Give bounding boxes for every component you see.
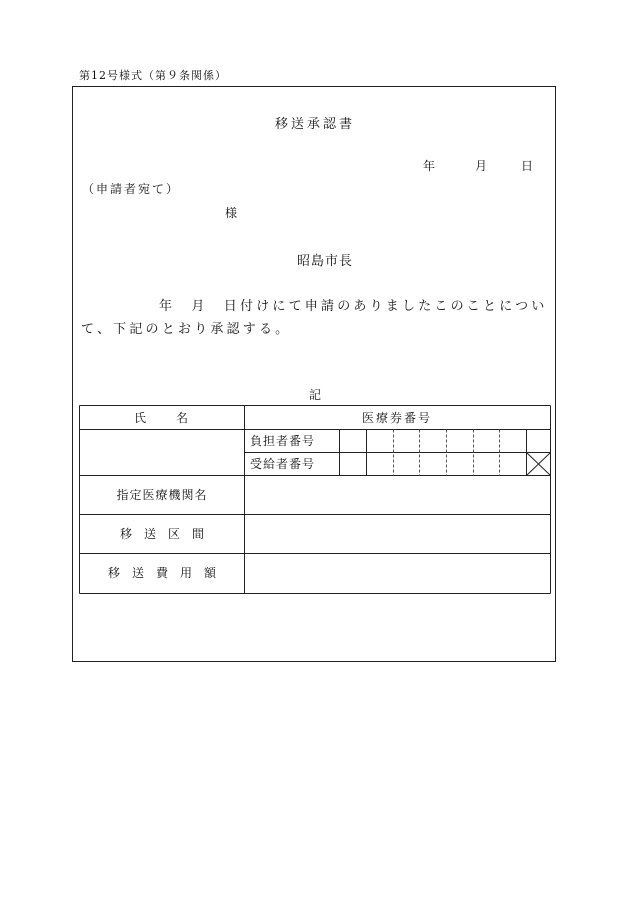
honorific-label: 様 [225,206,238,220]
issuer-name: 昭島市長 [297,254,354,269]
body-text-line-1: 年 月 日付けにて申請のありましたこのことについ [159,299,548,314]
recipient-number-label: 受給者番号 [250,457,316,471]
document-title: 移送承認書 [274,117,355,132]
date-year-label: 年 [423,159,436,173]
body-text-line-2: て、下記のとおり承認する。 [81,322,292,337]
payer-number-label: 負担者番号 [250,434,316,448]
card-number-column-header: 医療券番号 [361,411,433,425]
detail-table [79,405,551,594]
date-day-label: 日 [521,159,534,173]
form-number-label: 第12号様式（第９条関係） [79,69,227,82]
transport-cost-label: 移 送 費 用 額 [107,566,217,580]
designated-institution-label: 指定医療機関名 [116,488,208,502]
transport-section-label: 移 送 区 間 [119,527,205,541]
name-column-header: 氏 名 [133,411,191,425]
date-month-label: 月 [475,159,488,173]
record-heading: 記 [308,388,321,402]
addressee-label: （申請者宛て） [82,182,181,196]
